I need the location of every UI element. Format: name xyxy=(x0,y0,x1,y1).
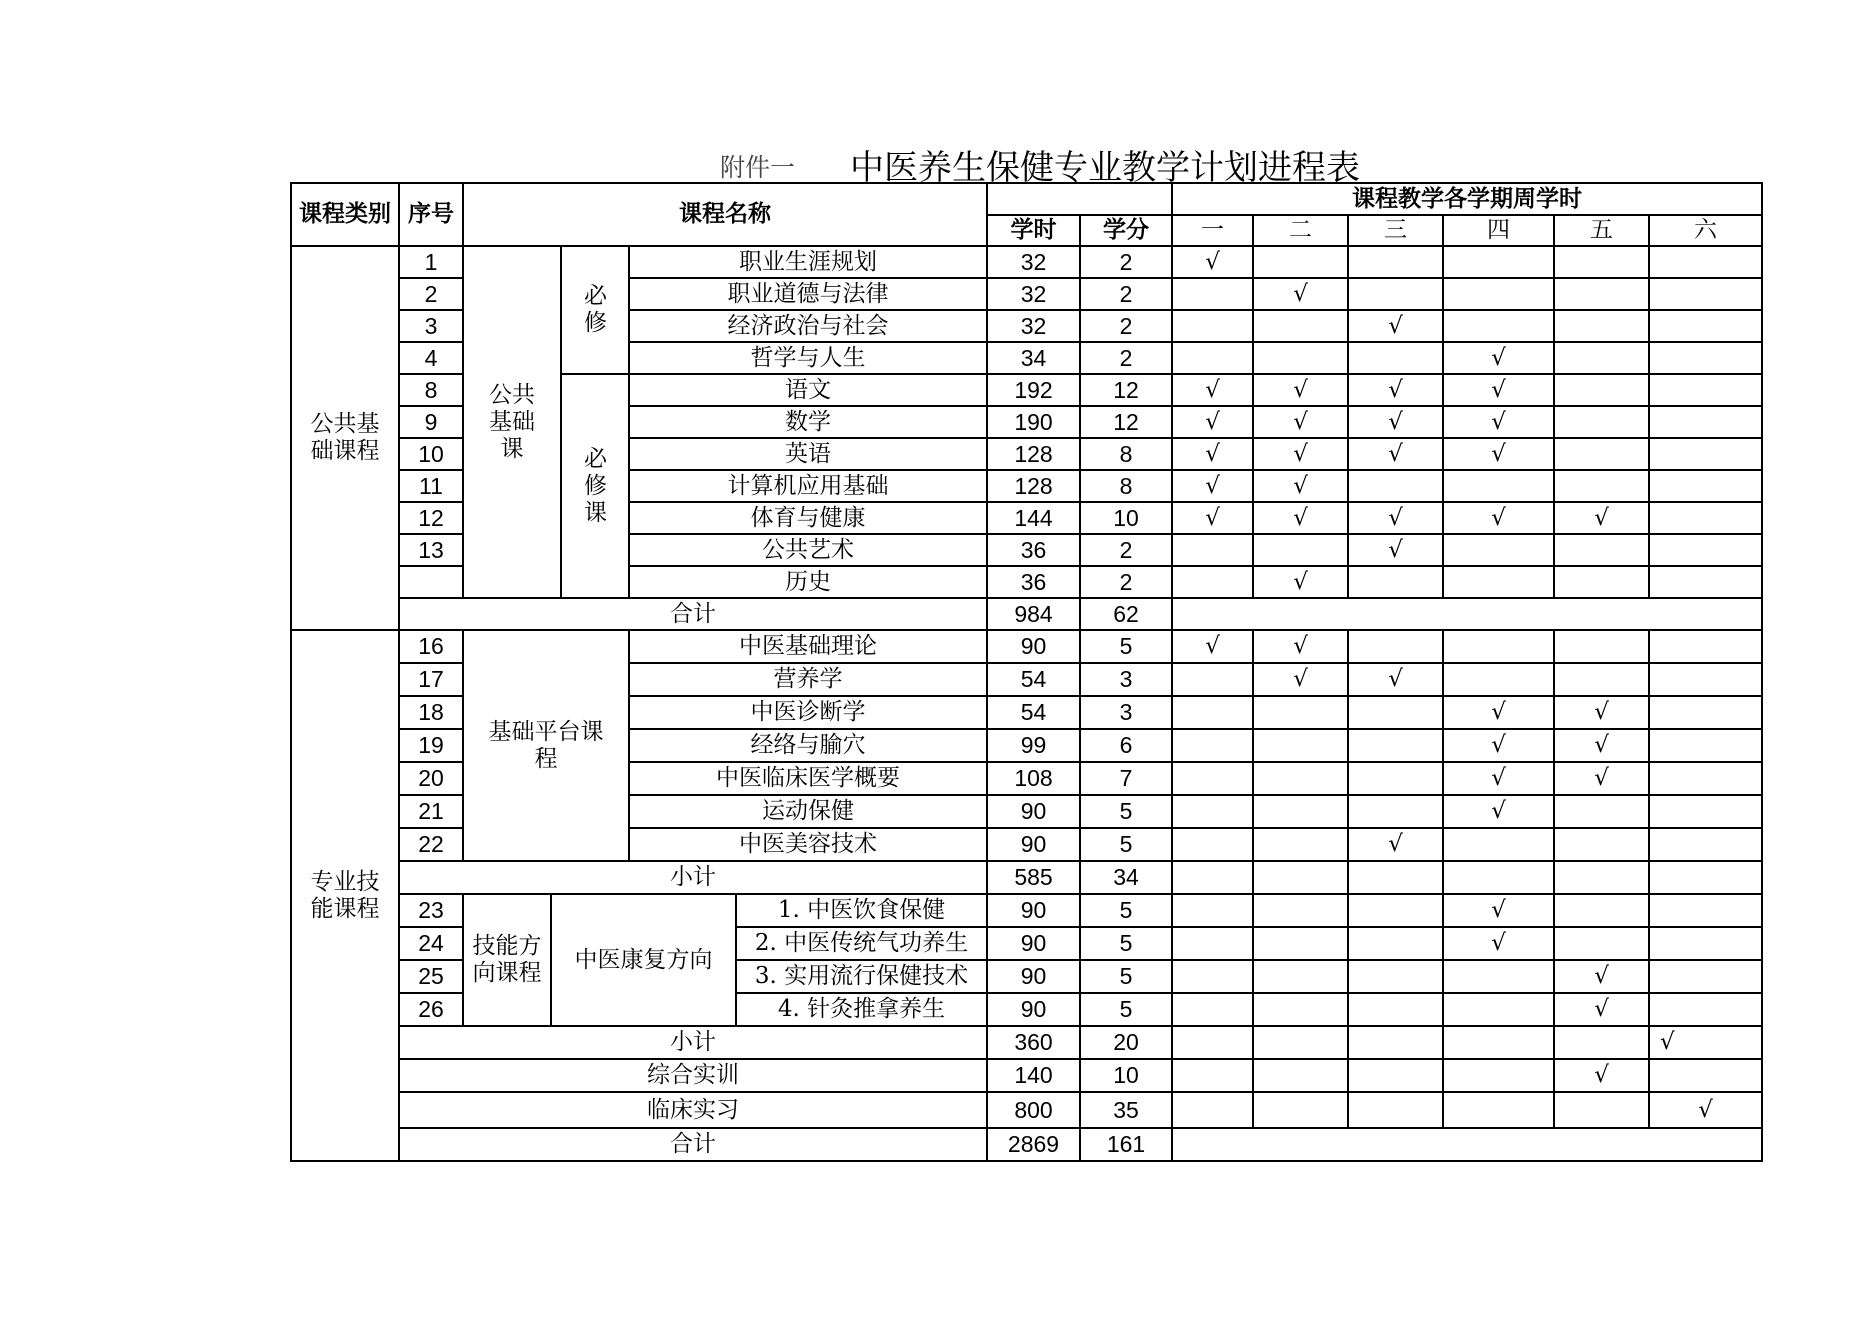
term-check xyxy=(1554,278,1649,310)
seq-cell: 2 xyxy=(399,278,463,310)
hours-cell: 54 xyxy=(987,663,1080,696)
term-check xyxy=(1253,729,1348,762)
term-check xyxy=(1348,278,1443,310)
seq-cell: 23 xyxy=(399,894,463,927)
term-check xyxy=(1554,534,1649,566)
hours-cell: 54 xyxy=(987,696,1080,729)
term-check xyxy=(1172,894,1253,927)
header-term-1: 一 xyxy=(1172,215,1253,246)
credits-cell: 5 xyxy=(1080,927,1172,960)
seq-cell: 18 xyxy=(399,696,463,729)
term-check: √ xyxy=(1253,406,1348,438)
term-check xyxy=(1443,278,1554,310)
course-name: 中医基础理论 xyxy=(629,630,987,663)
grand-total-hours: 2869 xyxy=(987,1128,1080,1161)
term-check: √ xyxy=(1443,406,1554,438)
term-check xyxy=(1172,310,1253,342)
term-check xyxy=(1554,663,1649,696)
total-label: 合计 xyxy=(399,598,987,630)
term-check xyxy=(1348,696,1443,729)
term-check xyxy=(1443,470,1554,502)
course-name: 中医诊断学 xyxy=(629,696,987,729)
total-hours: 984 xyxy=(987,598,1080,630)
hours-cell: 32 xyxy=(987,310,1080,342)
subtotal-row xyxy=(291,861,1762,894)
course-name: 运动保健 xyxy=(629,795,987,828)
course-name: 中医美容技术 xyxy=(629,828,987,861)
header-course-name: 课程名称 xyxy=(463,183,987,246)
hours-cell: 36 xyxy=(987,534,1080,566)
term-check xyxy=(1649,762,1762,795)
course-name: 1. 中医饮食保健 xyxy=(736,894,987,927)
group-required-1: 必修 xyxy=(561,246,629,374)
term-check: √ xyxy=(1348,374,1443,406)
credits-cell: 8 xyxy=(1080,470,1172,502)
term-check xyxy=(1649,342,1762,374)
group-platform: 基础平台课程 xyxy=(463,630,629,861)
course-name: 营养学 xyxy=(629,663,987,696)
term-check xyxy=(1649,696,1762,729)
term-check xyxy=(1348,960,1443,993)
term-check xyxy=(1554,927,1649,960)
term-check xyxy=(1348,246,1443,278)
seq-cell: 22 xyxy=(399,828,463,861)
term-check: √ xyxy=(1443,762,1554,795)
term-check xyxy=(1649,246,1762,278)
subtotal-credits: 20 xyxy=(1080,1026,1172,1059)
seq-cell: 21 xyxy=(399,795,463,828)
grand-total-label: 合计 xyxy=(399,1128,987,1161)
grand-total-row xyxy=(291,1128,1762,1161)
credits-cell: 5 xyxy=(1080,993,1172,1026)
hours-cell: 90 xyxy=(987,927,1080,960)
term-check xyxy=(1348,566,1443,598)
term-check xyxy=(1253,927,1348,960)
credits-cell: 2 xyxy=(1080,342,1172,374)
term-check xyxy=(1348,927,1443,960)
course-name: 4. 针灸推拿养生 xyxy=(736,993,987,1026)
term-check xyxy=(1348,894,1443,927)
term-check xyxy=(1253,828,1348,861)
term-check xyxy=(1172,534,1253,566)
term-check xyxy=(1649,927,1762,960)
term-check xyxy=(1172,993,1253,1026)
credits-cell: 5 xyxy=(1080,960,1172,993)
term-check xyxy=(1253,993,1348,1026)
term-check: √ xyxy=(1554,960,1649,993)
table-row xyxy=(291,894,1762,927)
term-check xyxy=(1443,663,1554,696)
credits-cell: 12 xyxy=(1080,406,1172,438)
hours-cell: 90 xyxy=(987,795,1080,828)
term-check xyxy=(1443,960,1554,993)
credits-cell: 8 xyxy=(1080,438,1172,470)
credits-cell: 2 xyxy=(1080,278,1172,310)
title-row xyxy=(0,140,1871,188)
term-check xyxy=(1649,374,1762,406)
course-name: 职业生涯规划 xyxy=(629,246,987,278)
header-term-3: 三 xyxy=(1348,215,1443,246)
term-check xyxy=(1649,894,1762,927)
hours-cell: 190 xyxy=(987,406,1080,438)
credits-cell: 12 xyxy=(1080,374,1172,406)
seq-cell: 4 xyxy=(399,342,463,374)
course-name: 语文 xyxy=(629,374,987,406)
term-check: √ xyxy=(1253,278,1348,310)
internship-label: 临床实习 xyxy=(399,1092,987,1128)
term-check: √ xyxy=(1443,502,1554,534)
term-check xyxy=(1253,342,1348,374)
term-check: √ xyxy=(1443,729,1554,762)
header-seq: 序号 xyxy=(399,183,463,246)
seq-cell: 9 xyxy=(399,406,463,438)
hours-cell: 90 xyxy=(987,960,1080,993)
hours-cell: 32 xyxy=(987,278,1080,310)
term-check xyxy=(1253,534,1348,566)
training-credits: 10 xyxy=(1080,1059,1172,1092)
term-check xyxy=(1443,828,1554,861)
course-name: 数学 xyxy=(629,406,987,438)
term-check xyxy=(1172,342,1253,374)
term-check xyxy=(1253,762,1348,795)
term-check xyxy=(1649,828,1762,861)
subtotal-label: 小计 xyxy=(399,861,987,894)
seq-cell: 25 xyxy=(399,960,463,993)
header-hours-credits-top xyxy=(987,183,1172,215)
course-name: 中医临床医学概要 xyxy=(629,762,987,795)
header-term-2: 二 xyxy=(1253,215,1348,246)
course-name: 3. 实用流行保健技术 xyxy=(736,960,987,993)
term-check xyxy=(1172,696,1253,729)
course-name: 计算机应用基础 xyxy=(629,470,987,502)
term-check xyxy=(1172,795,1253,828)
header-semester-group: 课程教学各学期周学时 xyxy=(1172,183,1762,215)
group-required-2: 必修课 xyxy=(561,374,629,598)
hours-cell: 34 xyxy=(987,342,1080,374)
term-check: √ xyxy=(1443,894,1554,927)
term-check xyxy=(1554,438,1649,470)
credits-cell: 3 xyxy=(1080,663,1172,696)
term-check xyxy=(1348,795,1443,828)
term-check xyxy=(1348,630,1443,663)
term-check xyxy=(1172,566,1253,598)
course-name: 经济政治与社会 xyxy=(629,310,987,342)
seq-cell: 19 xyxy=(399,729,463,762)
header-credits: 学分 xyxy=(1080,215,1172,246)
term-check xyxy=(1554,342,1649,374)
term-check: √ xyxy=(1253,470,1348,502)
page-title: 中医养生保健专业教学计划进程表 xyxy=(850,148,1360,188)
term-check: √ xyxy=(1172,470,1253,502)
term-check: √ xyxy=(1554,1059,1649,1092)
term-check xyxy=(1253,795,1348,828)
term-check xyxy=(1554,630,1649,663)
term-check: √ xyxy=(1348,438,1443,470)
term-check xyxy=(1649,470,1762,502)
term-check: √ xyxy=(1253,663,1348,696)
term-check xyxy=(1172,663,1253,696)
term-check xyxy=(1649,729,1762,762)
hours-cell: 144 xyxy=(987,502,1080,534)
term-check: √ xyxy=(1443,696,1554,729)
hours-cell: 90 xyxy=(987,894,1080,927)
term-check xyxy=(1649,566,1762,598)
hours-cell: 32 xyxy=(987,246,1080,278)
credits-cell: 5 xyxy=(1080,828,1172,861)
term-check xyxy=(1649,795,1762,828)
hours-cell: 36 xyxy=(987,566,1080,598)
annex-label: 附件一 xyxy=(720,153,796,182)
term-check: √ xyxy=(1253,630,1348,663)
term-check: √ xyxy=(1172,246,1253,278)
course-name: 英语 xyxy=(629,438,987,470)
total-row xyxy=(291,598,1762,630)
header-category: 课程类别 xyxy=(291,183,399,246)
seq-cell: 1 xyxy=(399,246,463,278)
term-check xyxy=(1554,246,1649,278)
term-check xyxy=(1554,894,1649,927)
term-check xyxy=(1554,374,1649,406)
term-check xyxy=(1649,438,1762,470)
internship-credits: 35 xyxy=(1080,1092,1172,1128)
term-check xyxy=(1554,470,1649,502)
header-term-4: 四 xyxy=(1443,215,1554,246)
term-check: √ xyxy=(1172,630,1253,663)
credits-cell: 2 xyxy=(1080,566,1172,598)
term-check xyxy=(1554,795,1649,828)
term-check xyxy=(1649,502,1762,534)
course-name: 历史 xyxy=(629,566,987,598)
total-credits: 62 xyxy=(1080,598,1172,630)
term-check xyxy=(1649,663,1762,696)
term-check xyxy=(1649,278,1762,310)
term-check xyxy=(1554,828,1649,861)
seq-cell: 12 xyxy=(399,502,463,534)
term-check: √ xyxy=(1172,374,1253,406)
term-check xyxy=(1348,762,1443,795)
summary-row xyxy=(291,1092,1762,1128)
term-check: √ xyxy=(1172,406,1253,438)
term-check: √ xyxy=(1348,828,1443,861)
seq-cell: 24 xyxy=(399,927,463,960)
term-check xyxy=(1172,762,1253,795)
credits-cell: 5 xyxy=(1080,894,1172,927)
group-public-basic-course: 公共基础课 xyxy=(463,246,561,598)
hours-cell: 108 xyxy=(987,762,1080,795)
term-check xyxy=(1172,828,1253,861)
term-check xyxy=(1253,894,1348,927)
seq-cell: 26 xyxy=(399,993,463,1026)
table-row xyxy=(291,246,1762,278)
term-check: √ xyxy=(1253,438,1348,470)
credits-cell: 3 xyxy=(1080,696,1172,729)
seq-cell xyxy=(399,566,463,598)
term-check xyxy=(1253,310,1348,342)
seq-cell: 20 xyxy=(399,762,463,795)
table-row xyxy=(291,630,1762,663)
total-term-span xyxy=(1172,598,1762,630)
subtotal-credits: 34 xyxy=(1080,861,1172,894)
course-name: 2. 中医传统气功养生 xyxy=(736,927,987,960)
term-check xyxy=(1649,406,1762,438)
term-check xyxy=(1443,566,1554,598)
internship-hours: 800 xyxy=(987,1092,1080,1128)
term-check: √ xyxy=(1443,374,1554,406)
term-check: √ xyxy=(1253,374,1348,406)
subtotal-label: 小计 xyxy=(399,1026,987,1059)
term-check xyxy=(1172,729,1253,762)
credits-cell: 5 xyxy=(1080,630,1172,663)
hours-cell: 99 xyxy=(987,729,1080,762)
credits-cell: 7 xyxy=(1080,762,1172,795)
term-check: √ xyxy=(1443,342,1554,374)
term-check xyxy=(1348,993,1443,1026)
grand-total-term-span xyxy=(1172,1128,1762,1161)
term-check: √ xyxy=(1348,310,1443,342)
subtotal-hours: 360 xyxy=(987,1026,1080,1059)
credits-cell: 5 xyxy=(1080,795,1172,828)
training-label: 综合实训 xyxy=(399,1059,987,1092)
term-check: √ xyxy=(1172,502,1253,534)
term-check xyxy=(1443,993,1554,1026)
term-check: √ xyxy=(1554,729,1649,762)
seq-cell: 8 xyxy=(399,374,463,406)
header-term-5: 五 xyxy=(1554,215,1649,246)
seq-cell: 11 xyxy=(399,470,463,502)
credits-cell: 2 xyxy=(1080,246,1172,278)
term-check: √ xyxy=(1348,534,1443,566)
term-check xyxy=(1649,993,1762,1026)
course-name: 体育与健康 xyxy=(629,502,987,534)
seq-cell: 16 xyxy=(399,630,463,663)
seq-cell: 10 xyxy=(399,438,463,470)
term-check xyxy=(1443,310,1554,342)
group-skill-direction: 技能方向课程 xyxy=(463,894,551,1026)
term-check xyxy=(1554,566,1649,598)
term-check xyxy=(1554,406,1649,438)
term-check xyxy=(1348,342,1443,374)
term-check: √ xyxy=(1348,663,1443,696)
term-check: √ xyxy=(1443,795,1554,828)
term-check: √ xyxy=(1443,438,1554,470)
seq-cell: 17 xyxy=(399,663,463,696)
term-check xyxy=(1253,960,1348,993)
group-rehab-direction: 中医康复方向 xyxy=(551,894,736,1026)
grand-total-credits: 161 xyxy=(1080,1128,1172,1161)
subtotal-row xyxy=(291,1026,1762,1059)
credits-cell: 2 xyxy=(1080,310,1172,342)
term-check xyxy=(1172,278,1253,310)
hours-cell: 128 xyxy=(987,470,1080,502)
credits-cell: 10 xyxy=(1080,502,1172,534)
category-professional: 专业技能课程 xyxy=(291,630,399,1161)
term-check xyxy=(1253,696,1348,729)
header-hours: 学时 xyxy=(987,215,1080,246)
term-check: √ xyxy=(1253,566,1348,598)
term-check xyxy=(1443,630,1554,663)
term-check: √ xyxy=(1554,696,1649,729)
course-name: 职业道德与法律 xyxy=(629,278,987,310)
term-check xyxy=(1649,310,1762,342)
term-check: √ xyxy=(1172,438,1253,470)
term-check xyxy=(1649,960,1762,993)
course-name: 公共艺术 xyxy=(629,534,987,566)
term-check xyxy=(1649,630,1762,663)
hours-cell: 90 xyxy=(987,828,1080,861)
term-check xyxy=(1649,534,1762,566)
subtotal-hours: 585 xyxy=(987,861,1080,894)
term-check xyxy=(1348,729,1443,762)
term-check xyxy=(1253,246,1348,278)
term-check: √ xyxy=(1554,993,1649,1026)
hours-cell: 90 xyxy=(987,630,1080,663)
course-name: 经络与腧穴 xyxy=(629,729,987,762)
seq-cell: 13 xyxy=(399,534,463,566)
term-check: √ xyxy=(1348,502,1443,534)
term-check: √ xyxy=(1649,1026,1762,1059)
header-term-6: 六 xyxy=(1649,215,1762,246)
training-hours: 140 xyxy=(987,1059,1080,1092)
seq-cell: 3 xyxy=(399,310,463,342)
term-check xyxy=(1348,470,1443,502)
term-check: √ xyxy=(1443,927,1554,960)
term-check: √ xyxy=(1253,502,1348,534)
teaching-plan-table xyxy=(290,182,1763,1162)
hours-cell: 192 xyxy=(987,374,1080,406)
term-check: √ xyxy=(1554,502,1649,534)
course-name: 哲学与人生 xyxy=(629,342,987,374)
credits-cell: 2 xyxy=(1080,534,1172,566)
term-check: √ xyxy=(1554,762,1649,795)
term-check xyxy=(1443,534,1554,566)
term-check: √ xyxy=(1649,1092,1762,1128)
hours-cell: 128 xyxy=(987,438,1080,470)
term-check xyxy=(1554,310,1649,342)
term-check xyxy=(1172,960,1253,993)
term-check: √ xyxy=(1348,406,1443,438)
term-check xyxy=(1443,246,1554,278)
summary-row xyxy=(291,1059,1762,1092)
credits-cell: 6 xyxy=(1080,729,1172,762)
term-check xyxy=(1172,927,1253,960)
category-public-basic: 公共基础课程 xyxy=(291,246,399,630)
hours-cell: 90 xyxy=(987,993,1080,1026)
